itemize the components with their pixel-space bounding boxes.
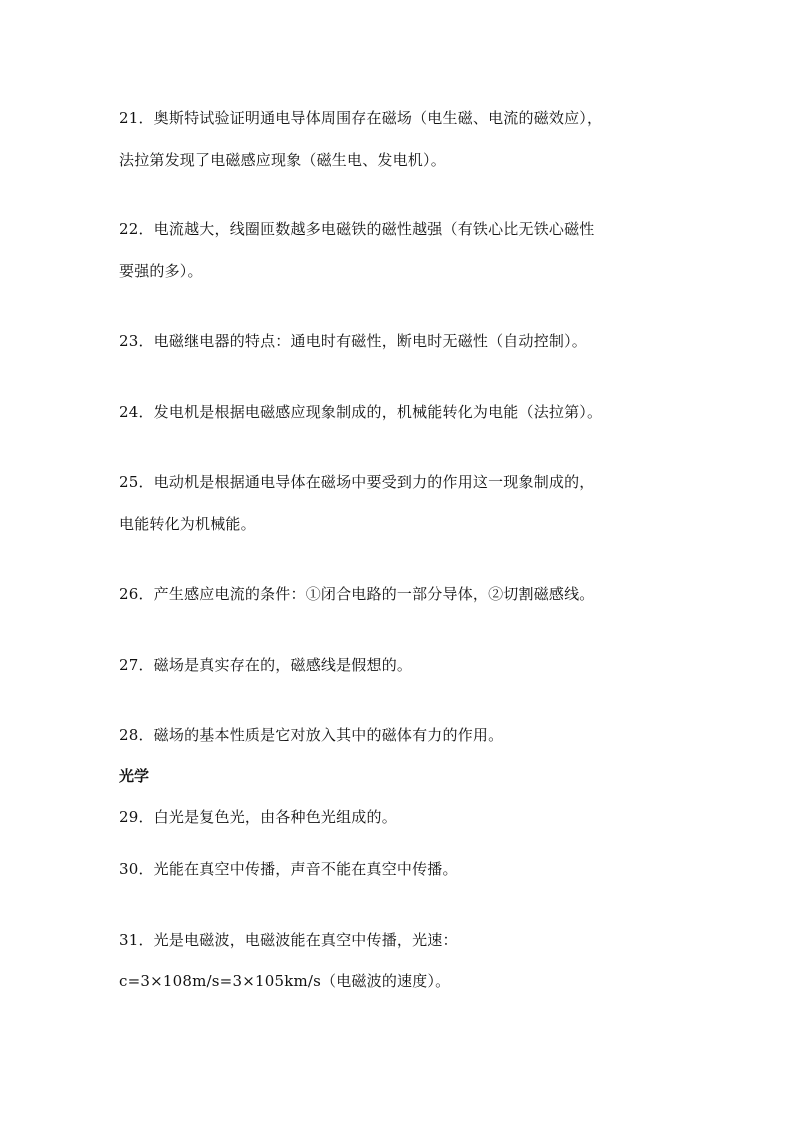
item-24-line-1: 24．发电机是根据电磁感应现象制成的，机械能转化为电能（法拉第）。 <box>119 403 603 421</box>
item-21-line-1: 21．奥斯特试验证明通电导体周围存在磁场（电生磁、电流的磁效应）， <box>119 109 603 127</box>
item-27-line-1: 27．磁场是真实存在的，磁感线是假想的。 <box>119 656 413 674</box>
item-29-line-1: 29．白光是复色光，由各种色光组成的。 <box>119 808 397 826</box>
item-31-line-1: 31．光是电磁波，电磁波能在真空中传播，光速： <box>119 931 458 949</box>
item-31-line-2: c=3×108m/s=3×105km/s（电磁波的速度）。 <box>119 972 451 990</box>
item-22-line-1: 22．电流越大，线圈匝数越多电磁铁的磁性越强（有铁心比无铁心磁性 <box>119 220 595 238</box>
item-25-line-2: 电能转化为机械能。 <box>119 515 256 533</box>
item-21-line-2: 法拉第发现了电磁感应现象（磁生电、发电机）。 <box>119 151 446 169</box>
item-23-line-1: 23．电磁继电器的特点：通电时有磁性，断电时无磁性（自动控制）。 <box>119 332 587 350</box>
item-22-line-2: 要强的多）。 <box>119 262 203 280</box>
item-30-line-1: 30．光能在真空中传播，声音不能在真空中传播。 <box>119 860 458 878</box>
section-heading-optics: 光学 <box>119 767 150 785</box>
item-26-line-1: 26．产生感应电流的条件：①闭合电路的一部分导体，②切割磁感线。 <box>119 585 595 603</box>
item-25-line-1: 25．电动机是根据通电导体在磁场中要受到力的作用这一现象制成的， <box>119 473 595 491</box>
item-28-line-1: 28．磁场的基本性质是它对放入其中的磁体有力的作用。 <box>119 726 504 744</box>
